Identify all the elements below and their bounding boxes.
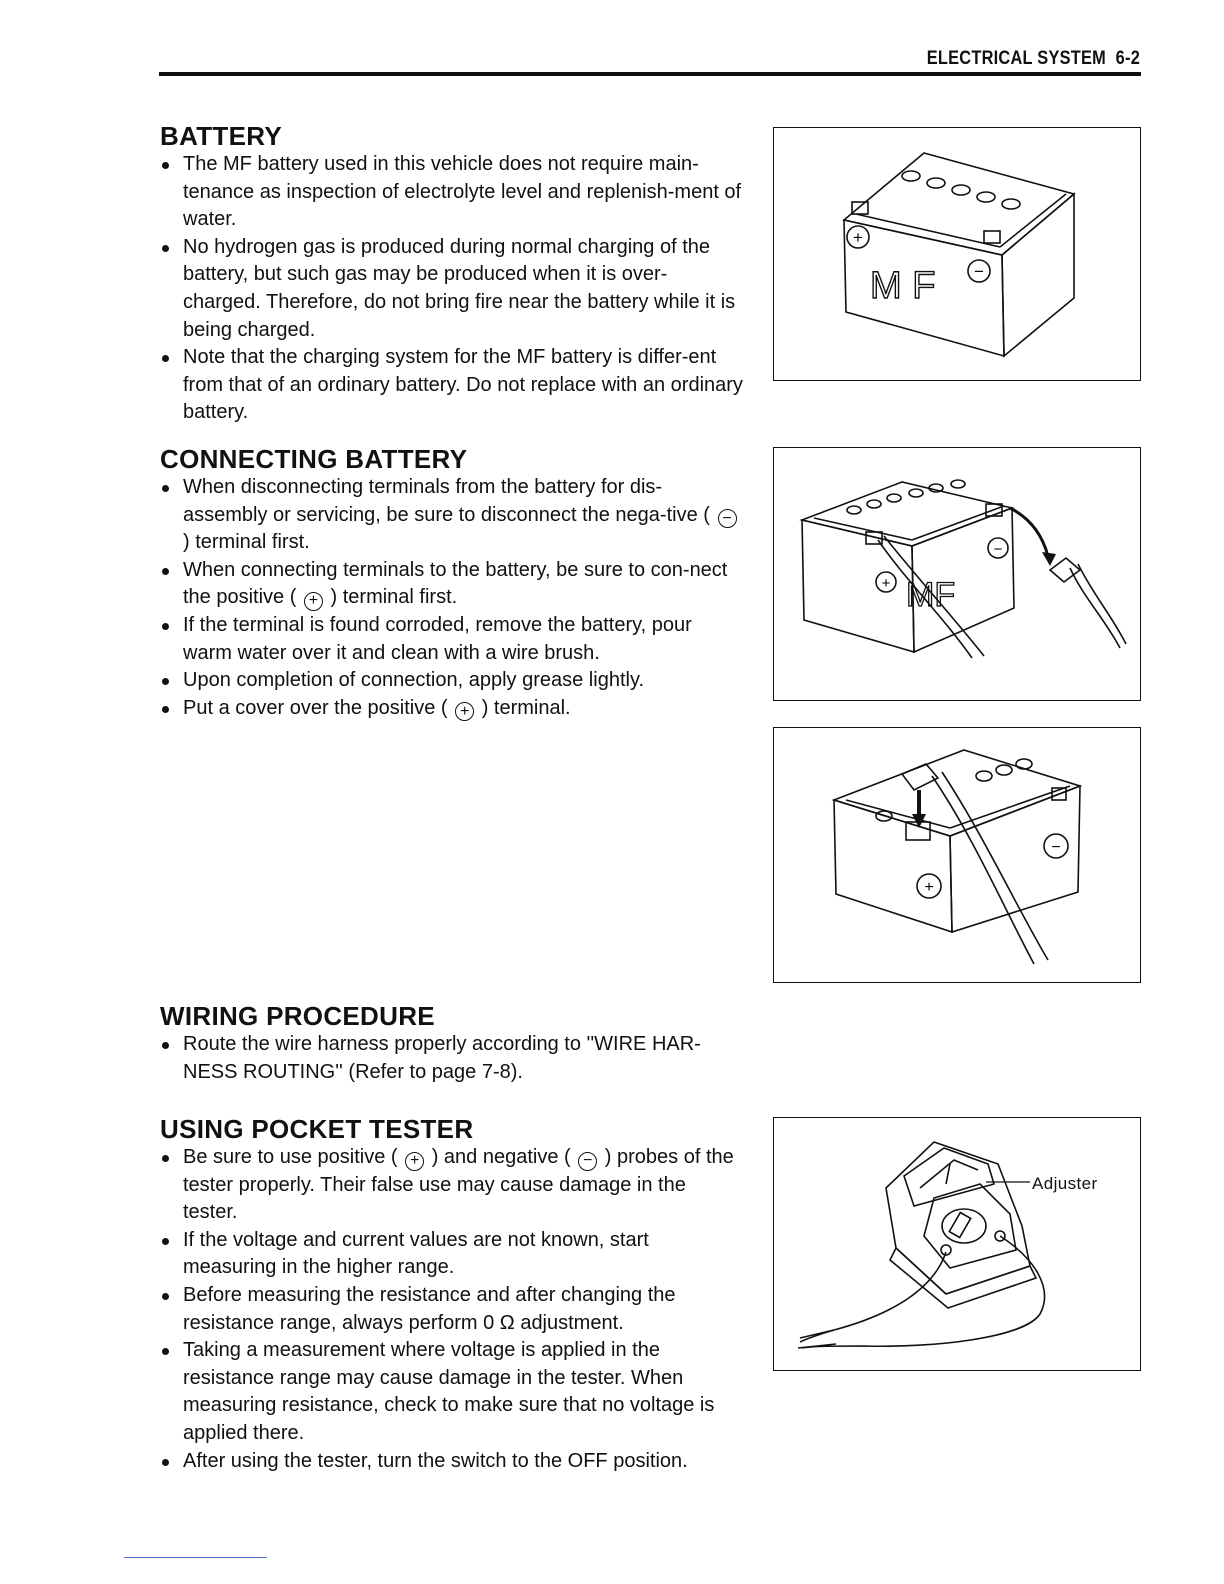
mf-battery-illustration bbox=[774, 128, 1140, 380]
list-item: Upon completion of connection, apply grease lightly. bbox=[160, 667, 745, 695]
list-item: Note that the charging system for the MF battery is differ-ent from that of an ordinary battery. Do not replace with an ordinary battery. bbox=[160, 344, 745, 427]
connecting-heading: CONNECTING BATTERY bbox=[160, 444, 468, 474]
section-connecting-battery bbox=[160, 444, 745, 722]
plus-symbol: + bbox=[405, 1152, 424, 1171]
plus-symbol: + bbox=[455, 702, 474, 721]
figure-mf-battery bbox=[773, 127, 1141, 381]
wiring-heading: WIRING PROCEDURE bbox=[160, 1001, 435, 1031]
figure-disconnect-terminal bbox=[773, 447, 1141, 701]
battery-list bbox=[160, 151, 745, 427]
section-pocket-tester bbox=[160, 1114, 745, 1475]
list-item: Put a cover over the positive ( + ) terminal. bbox=[160, 695, 745, 723]
adjuster-callout: Adjuster bbox=[1032, 1174, 1098, 1193]
minus-terminal-mark: − bbox=[974, 262, 984, 281]
list-item: Taking a measurement where voltage is applied in the resistance range may cause damage in the tester. When measuring resistance, check to make sure that no voltage is applied there. bbox=[160, 1337, 745, 1447]
connect-terminal-illustration bbox=[774, 728, 1140, 982]
disconnect-terminal-illustration bbox=[774, 448, 1140, 700]
plus-terminal-mark: + bbox=[924, 879, 934, 896]
wiring-list bbox=[160, 1031, 745, 1086]
list-item: If the terminal is found corroded, remove the battery, pour warm water over it and clean with a wire brush. bbox=[160, 612, 745, 667]
figure-pocket-tester bbox=[773, 1117, 1141, 1371]
figure-connect-terminal bbox=[773, 727, 1141, 983]
section-wiring-procedure bbox=[160, 1001, 745, 1086]
footer-rule bbox=[124, 1557, 267, 1558]
tester-heading: USING POCKET TESTER bbox=[160, 1114, 474, 1144]
battery-mf-label: M F bbox=[870, 265, 936, 307]
list-item: After using the tester, turn the switch to the OFF position. bbox=[160, 1448, 745, 1476]
connecting-list bbox=[160, 474, 745, 722]
header-page-number: 6-2 bbox=[1115, 48, 1140, 69]
list-item: Before measuring the resistance and after changing the resistance range, always perform 0 Ω adjustment. bbox=[160, 1282, 745, 1337]
pocket-tester-illustration bbox=[774, 1118, 1140, 1370]
tester-list bbox=[160, 1144, 745, 1475]
list-item: Route the wire harness properly according to ''WIRE HAR-NESS ROUTING'' (Refer to page 7-8). bbox=[160, 1031, 745, 1086]
list-item: If the voltage and current values are not known, start measuring in the higher range. bbox=[160, 1227, 745, 1282]
list-item: The MF battery used in this vehicle does not require main-tenance as inspection of electrolyte level and replenish-ment of water. bbox=[160, 151, 745, 234]
running-header bbox=[927, 48, 1140, 70]
section-battery bbox=[160, 121, 745, 427]
list-item: When connecting terminals to the battery, be sure to con-nect the positive ( + ) terminal first. bbox=[160, 557, 745, 612]
minus-symbol: − bbox=[578, 1152, 597, 1171]
header-section-title: ELECTRICAL SYSTEM bbox=[926, 48, 1106, 69]
list-item: When disconnecting terminals from the battery for dis-assembly or servicing, be sure to disconnect the nega-tive ( − ) terminal first. bbox=[160, 474, 745, 557]
list-item: No hydrogen gas is produced during normal charging of the battery, but such gas may be produced when it is over-charged. Therefore, do not bring fire near the battery while it is being charged. bbox=[160, 234, 745, 344]
battery-heading: BATTERY bbox=[160, 121, 282, 151]
plus-terminal-mark: + bbox=[881, 575, 891, 592]
list-item: Be sure to use positive ( + ) and negative ( − ) probes of the tester properly. Their false use may cause damage in the tester. bbox=[160, 1144, 745, 1227]
minus-symbol: − bbox=[718, 509, 737, 528]
battery-mf-label: MF bbox=[906, 576, 956, 614]
plus-terminal-mark: + bbox=[853, 228, 863, 247]
plus-symbol: + bbox=[304, 592, 323, 611]
header-rule bbox=[159, 72, 1141, 76]
minus-terminal-mark: − bbox=[993, 541, 1003, 558]
minus-terminal-mark: − bbox=[1051, 839, 1061, 856]
